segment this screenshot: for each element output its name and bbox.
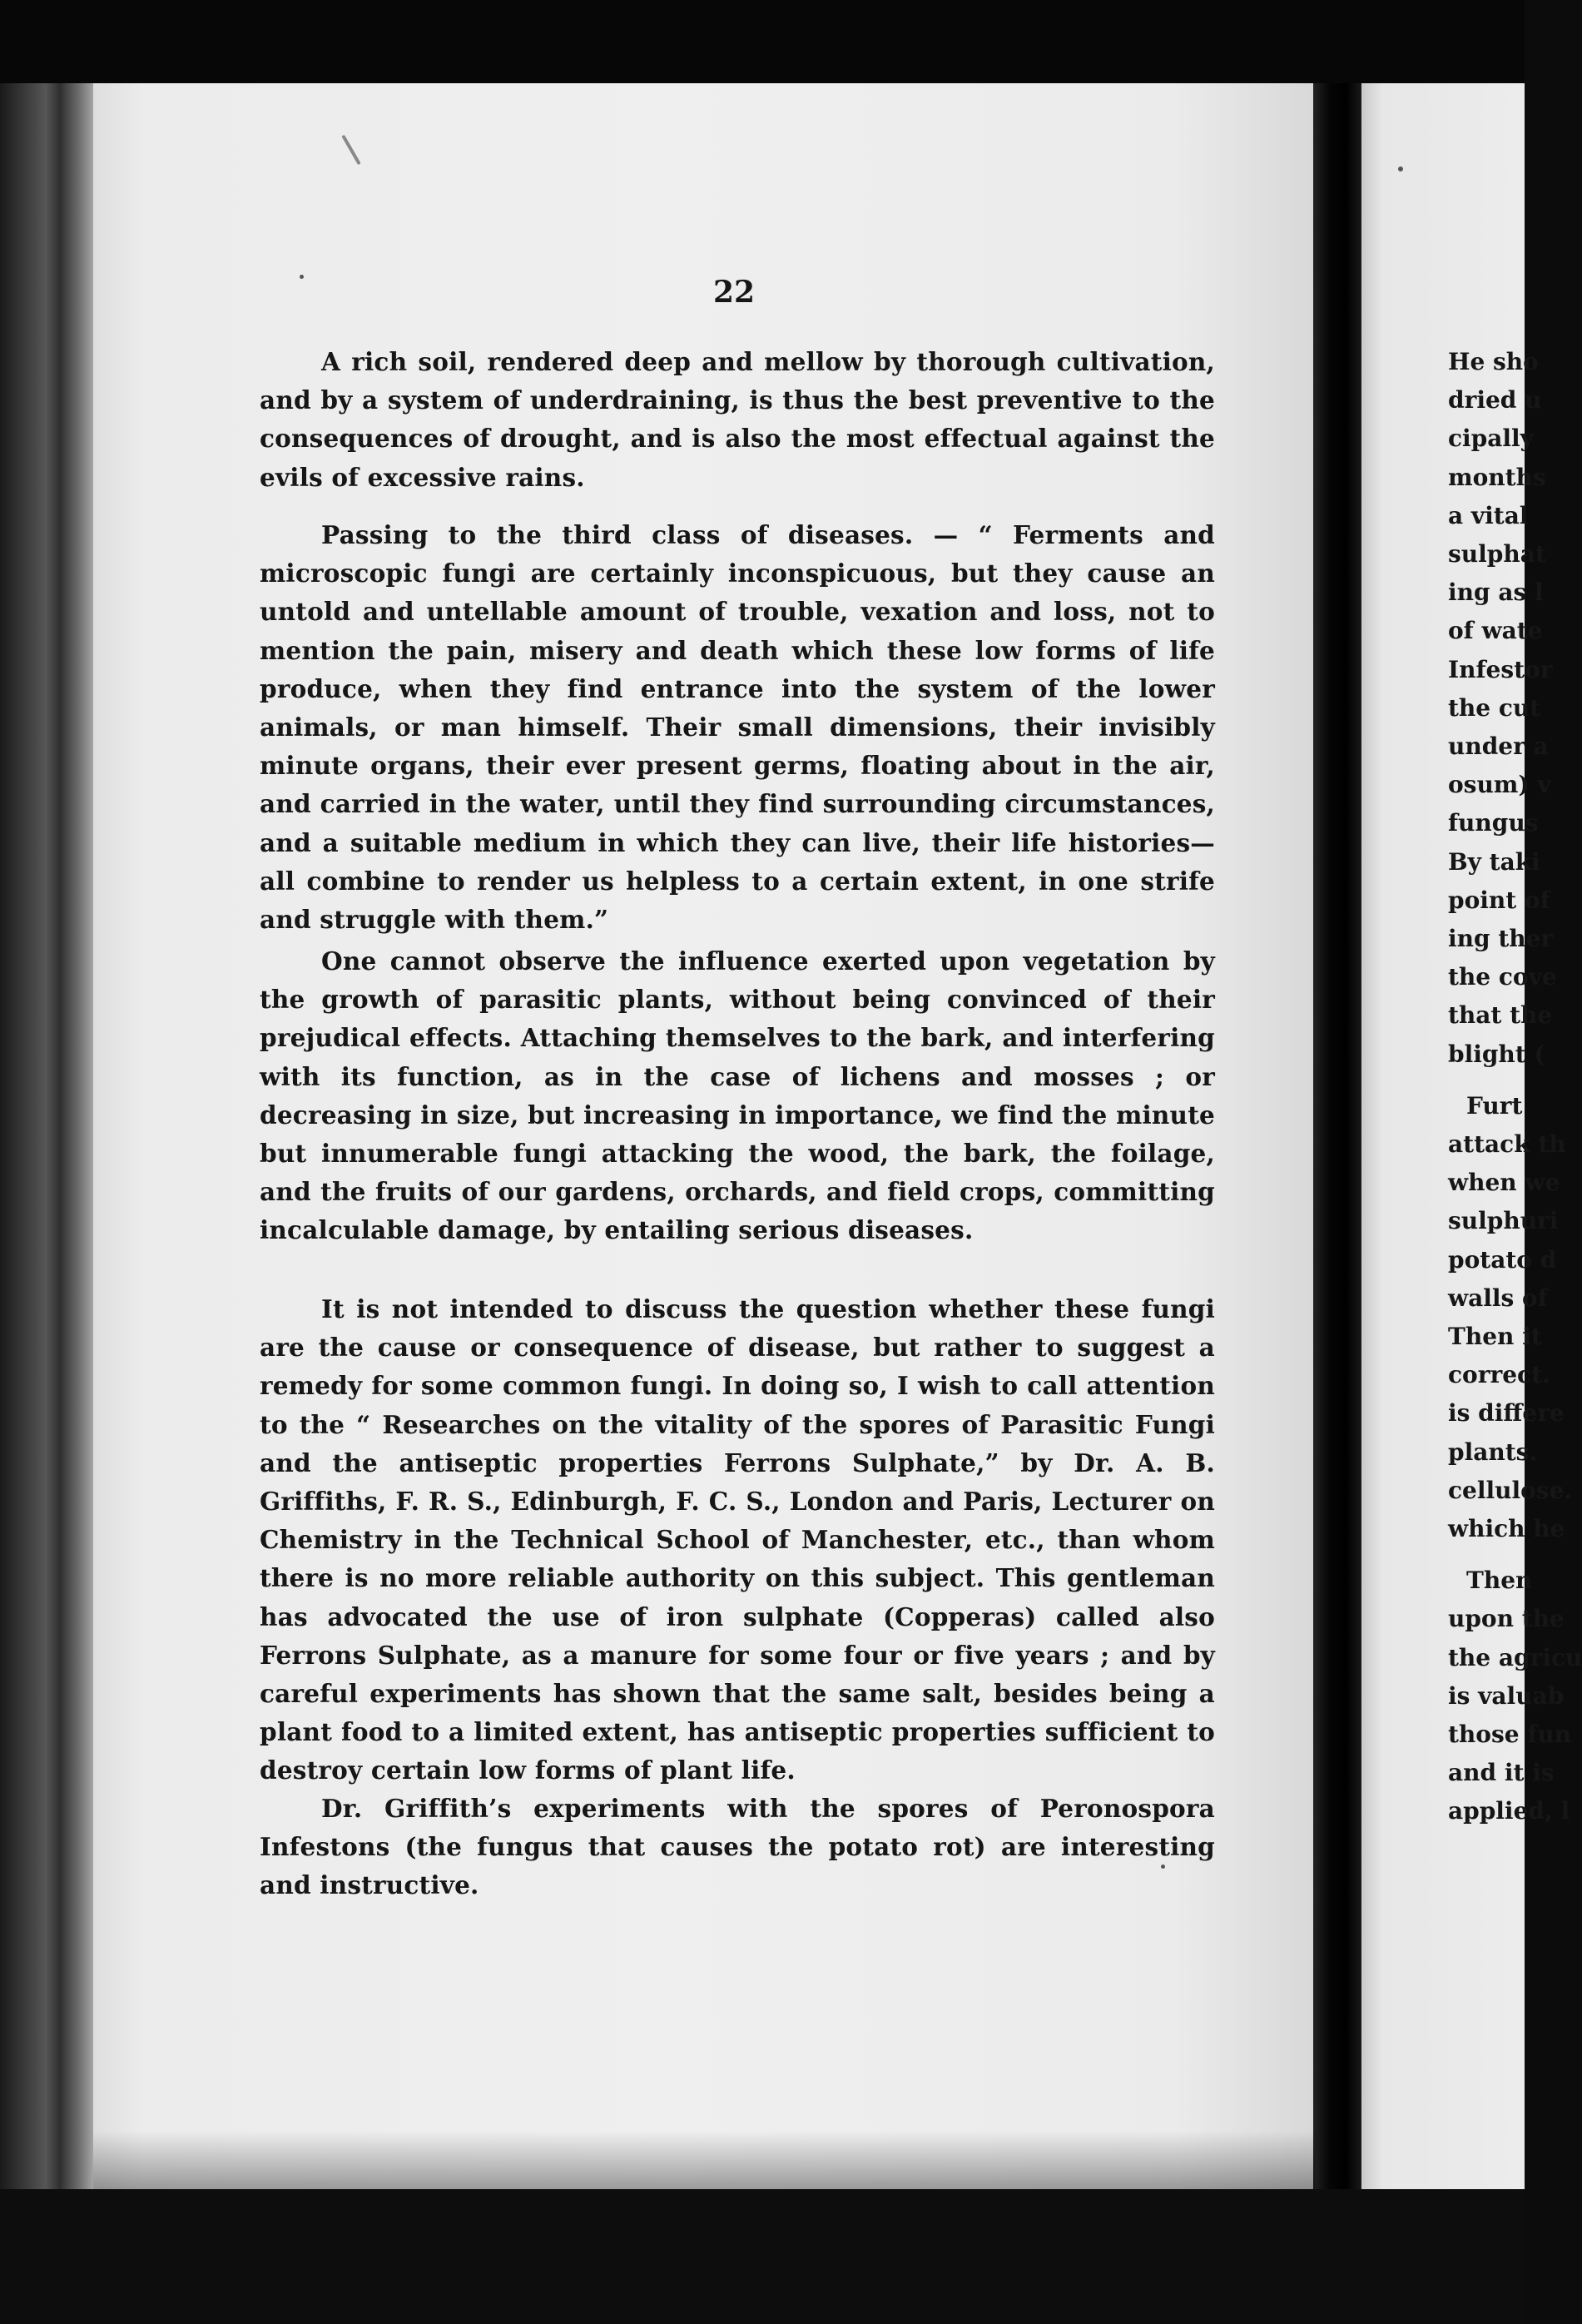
right-page-line: that the bbox=[1448, 1001, 1553, 1030]
paragraph-1-text: A rich soil, rendered deep and mellow by thorough cultivation, and by a system of underdraining, is thus the best preventive to the consequences of drought, and is also the most effectual against the evils of excessive rains. bbox=[260, 347, 1215, 492]
book-gutter bbox=[1313, 83, 1361, 2189]
right-page-line: a vital bbox=[1448, 501, 1529, 529]
right-page-line: sulphat bbox=[1448, 540, 1546, 568]
scan-top-border bbox=[0, 0, 1525, 83]
right-page-line: potato d bbox=[1448, 1245, 1557, 1274]
right-page-line: is valuab bbox=[1448, 1681, 1565, 1710]
right-page-line: of wate bbox=[1448, 617, 1543, 645]
right-page-line: and it is bbox=[1448, 1759, 1555, 1787]
right-page-line: point of bbox=[1448, 886, 1550, 914]
right-page-line: Infestor bbox=[1448, 655, 1553, 683]
right-page-line: the cove bbox=[1448, 963, 1557, 991]
right-page-line: Furt bbox=[1466, 1091, 1523, 1120]
right-page-line: is differe bbox=[1448, 1399, 1565, 1428]
right-page-line: ing ther bbox=[1448, 925, 1554, 952]
book-edge-left bbox=[0, 83, 93, 2189]
right-page-line: which he bbox=[1448, 1515, 1565, 1542]
right-page-line: cipally bbox=[1448, 425, 1534, 453]
right-page-line: He sho bbox=[1448, 348, 1539, 375]
right-page-line: By taki bbox=[1448, 847, 1540, 876]
right-page-text-fragments bbox=[1448, 343, 1582, 2141]
page-bottom-shadow bbox=[93, 2131, 1315, 2189]
right-page-line: plants. bbox=[1448, 1438, 1538, 1466]
right-page-line: walls of bbox=[1448, 1284, 1548, 1312]
right-page-line: under a bbox=[1448, 732, 1549, 760]
right-page-line: fungus bbox=[1448, 809, 1539, 837]
paragraph-2-text: Passing to the third class of diseases. — “ Ferments and microscopic fungi are certainly inconspicuous, but they cause an untold and untellable amount of trouble, vexation and loss, not to mention the pain, misery and death which these low forms of life produce, when they find entrance into the system of the lower animals, or man himself. Their small dimensions, their invisibly minute organs, their ever present germs, floating about in the air, and carried in the water, until they find surrounding circumstances, and a suitable medium in which they can live, their life histories—all combine to render us helpless to a certain extent, in one strife and struggle with them.” bbox=[260, 520, 1215, 935]
paragraph-4-text: It is not intended to discuss the question whether these fungi are the cause or consequence of disease, but rather to suggest a remedy for some common fungi. In doing so, I wish to call attention to the “ Researches on the vitality of the spores of Parasitic Fungi and the antiseptic properties Ferrons Sulphate,” by Dr. A. B. Griffiths, F. R. S., Edinburgh, F. C. S., London and Paris, Lecturer on Chemistry in the Technical School of Manchester, etc., than whom there is no more reliable authority on this subject. This gentleman has advocated the use of iron sulphate (Copperas) called also Ferrons Sulphate, as a manure for some four or five years ; and by careful experiments has shown that the same salt, besides being a plant food to a limited extent, has antiseptic properties sufficient to destroy certain low forms of plant life. bbox=[260, 1294, 1215, 1785]
paragraph-3-text: One cannot observe the influence exerted upon vegetation by the growth of parasitic plants, without being convinced of their prejudical effects. Attaching themselves to the bark, and interfering with its function, as in the case of lichens and mosses ; or decreasing in size, but increasing in importance, we find the minute but innumerable fungi attacking the wood, the bark, the foilage, and the fruits of our gardens, orchards, and field crops, committing incalculable damage, by entailing serious diseases. bbox=[260, 946, 1215, 1245]
paragraph-5 bbox=[260, 1790, 1215, 1905]
right-page-line: sulphuri bbox=[1448, 1207, 1559, 1235]
paragraph-2 bbox=[260, 516, 1215, 939]
ink-speck bbox=[300, 275, 304, 279]
right-page-line: cellulose. bbox=[1448, 1476, 1573, 1504]
paragraph-1 bbox=[260, 343, 1215, 497]
page-number: 22 bbox=[713, 275, 756, 310]
right-page-line: ing as l bbox=[1448, 579, 1544, 607]
right-page-line: those fun bbox=[1448, 1721, 1572, 1748]
paragraph-5-text: Dr. Griffith’s experiments with the spores of Peronospora Infestons (the fungus that causes the potato rot) are interesting and instructive. bbox=[260, 1794, 1215, 1900]
right-page-line: dried u bbox=[1448, 386, 1542, 415]
scan-bottom-border bbox=[0, 2189, 1525, 2324]
right-page-line: attack th bbox=[1448, 1130, 1566, 1158]
right-page-line: blight ( bbox=[1448, 1040, 1545, 1068]
paragraph-3 bbox=[260, 942, 1215, 1250]
right-page-line: Then bbox=[1466, 1567, 1533, 1595]
ink-speck bbox=[1398, 166, 1403, 171]
right-page-line: the agricu bbox=[1448, 1643, 1582, 1671]
right-page-line: when we bbox=[1448, 1169, 1560, 1197]
right-page-line: the cut bbox=[1448, 693, 1541, 722]
right-page-line: Then it bbox=[1448, 1323, 1542, 1350]
right-page-line: applied, l bbox=[1448, 1797, 1570, 1825]
right-page-line: upon the bbox=[1448, 1605, 1565, 1633]
right-page-line: months bbox=[1448, 463, 1546, 491]
right-page-line: correct. bbox=[1448, 1361, 1550, 1389]
right-page-line: osum) v bbox=[1448, 771, 1551, 799]
paragraph-4 bbox=[260, 1290, 1215, 1790]
